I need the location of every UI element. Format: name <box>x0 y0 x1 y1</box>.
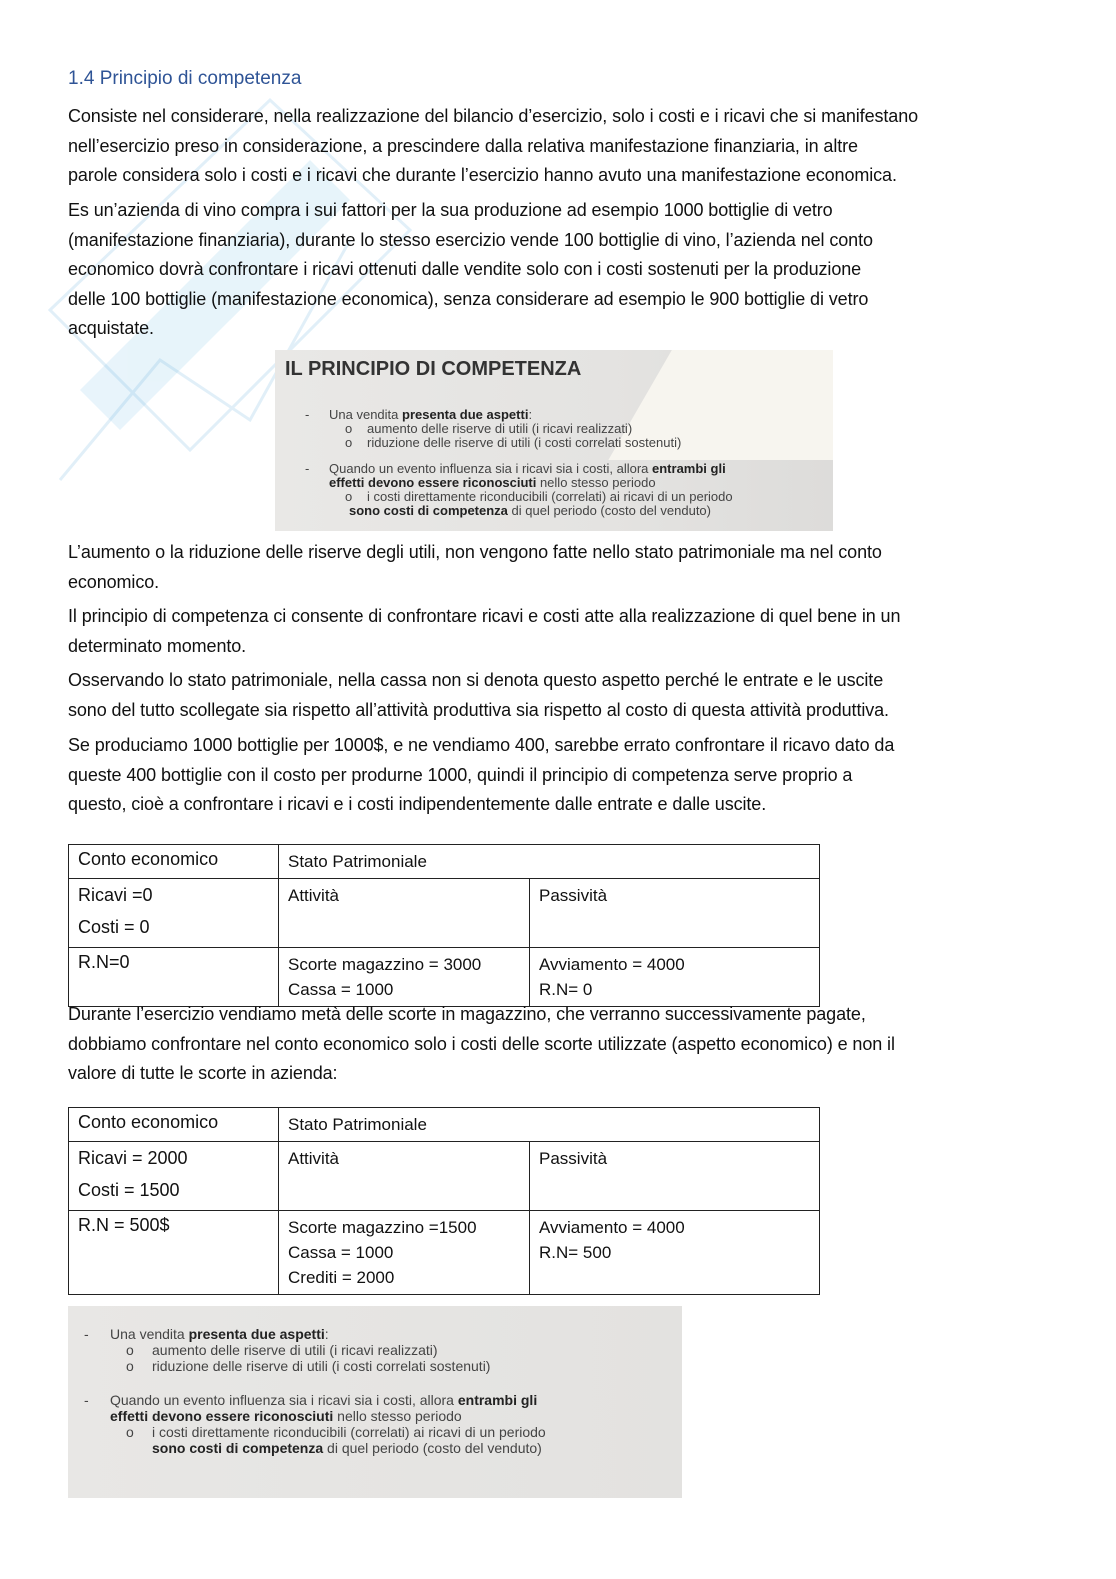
table-bilancio-finale <box>68 1107 820 1295</box>
bullet-item: - Quando un evento influenza sia i ricavi sia i costi, allora entrambi gli <box>84 1392 538 1408</box>
table-bilancio-iniziale <box>68 844 820 1007</box>
sub-bullet-cont: sono costi di competenza di quel periodo (costo del venduto) <box>349 503 711 518</box>
sub-bullet: o riduzione delle riserve di utili (i costi correlati sostenuti) <box>126 1358 491 1374</box>
cell-line: Avviamento = 4000 <box>539 955 685 974</box>
table-cell: R.N = 500$ <box>69 1211 279 1295</box>
table-cell: Conto economico <box>69 1108 279 1142</box>
paragraph-vendita-scorte <box>68 1000 895 1089</box>
table-cell: R.N=0 <box>69 948 279 1007</box>
paragraph-confronto <box>68 602 900 661</box>
sub-bullet: o riduzione delle riserve di utili (i costi correlati sostenuti) <box>345 435 682 450</box>
sub-bullet: o i costi direttamente riconducibili (correlati) ai ricavi di un periodo <box>345 489 733 504</box>
text-line: Il principio di competenza ci consente di confrontare ricavi e costi atte alla realizzazione di quel bene in un <box>68 606 901 626</box>
table-cell: Passività <box>530 1142 820 1211</box>
slide-bullets <box>84 1326 674 1456</box>
bullet-item: - Una vendita presenta due aspetti: <box>305 407 533 422</box>
table-cell: Conto economico <box>69 845 279 879</box>
slide-title: IL PRINCIPIO DI COMPETENZA <box>285 358 582 380</box>
cell-line: Cassa = 1000 <box>288 1243 394 1262</box>
text-line: Consiste nel considerare, nella realizzazione del bilancio d’esercizio, solo i costi e i ricavi che si manifestano <box>68 106 919 126</box>
sub-bullet: o aumento delle riserve di utili (i ricavi realizzati) <box>126 1342 438 1358</box>
text-line: determinato momento. <box>68 635 247 656</box>
table-row <box>69 879 820 948</box>
text-line: sono del tutto scollegate sia rispetto all’attività produttiva sia rispetto al costo di questa attività produttiva. <box>68 699 889 720</box>
cell-line: Crediti = 2000 <box>288 1268 395 1287</box>
table-cell <box>530 1211 820 1295</box>
table-cell: Stato Patrimoniale <box>279 845 820 879</box>
cell-line: Ricavi = 2000 <box>78 1148 188 1168</box>
paragraph-example <box>68 196 873 344</box>
text-line: nell’esercizio preso in considerazione, a prescindere dalla relativa manifestazione finanziaria, in altre <box>68 135 858 156</box>
table-cell <box>530 948 820 1007</box>
cell-line: Ricavi =0 <box>78 885 153 905</box>
text-line: valore di tutte le scorte in azienda: <box>68 1063 338 1083</box>
text-line: delle 100 bottiglie (manifestazione economica), senza considerare ad esempio le 900 bottiglie di vetro <box>68 288 869 309</box>
cell-line: Costi = 1500 <box>78 1180 180 1200</box>
bullet-item-cont: effetti devono essere riconosciuti nello stesso periodo <box>110 1408 462 1424</box>
cell-line: R.N= 0 <box>539 980 593 999</box>
cell-line: Scorte magazzino =1500 <box>288 1218 477 1237</box>
sub-bullet: o i costi direttamente riconducibili (correlati) ai ricavi di un periodo <box>126 1424 546 1440</box>
text-line: L’aumento o la riduzione delle riserve degli utili, non vengono fatte nello stato patrimoniale ma nel conto <box>68 542 882 562</box>
table-row <box>69 1142 820 1211</box>
paragraph-riserve <box>68 538 882 597</box>
table-cell: Attività <box>279 1142 530 1211</box>
bullet-item: - Quando un evento influenza sia i ricavi sia i costi, allora entrambi gli <box>305 461 726 476</box>
cell-line: Costi = 0 <box>78 917 150 937</box>
text-line: parole considera solo i costi e i ricavi che durante l’esercizio hanno avuto una manifestazione economica. <box>68 165 897 185</box>
table-row <box>69 1108 820 1142</box>
table-cell: Stato Patrimoniale <box>279 1108 820 1142</box>
table-row <box>69 845 820 879</box>
section-title: 1.4 Principio di competenza <box>68 68 302 89</box>
cell-line: Scorte magazzino = 3000 <box>288 955 482 974</box>
text-line: Osservando lo stato patrimoniale, nella cassa non si denota questo aspetto perché le entrate e le uscite <box>68 670 884 690</box>
slide-bullets <box>305 408 825 518</box>
text-line: Es un’azienda di vino compra i sui fattori per la sua produzione ad esempio 1000 bottiglie di vetro <box>68 200 833 220</box>
table-cell: Passività <box>530 879 820 948</box>
table-cell <box>279 1211 530 1295</box>
text-line: economico dovrà confrontare i ricavi ottenuti dalle vendite solo con i costi sostenuti per la produzione <box>68 259 862 279</box>
text-line: dobbiamo confrontare nel conto economico solo i costi delle scorte utilizzate (aspetto economico) e non il <box>68 1033 895 1054</box>
table-row <box>69 1211 820 1295</box>
text-line: queste 400 bottiglie con il costo per produrne 1000, quindi il principio di competenza serve proprio a <box>68 764 853 785</box>
paragraph-stato-patrimoniale <box>68 666 889 725</box>
bullet-item: - Una vendita presenta due aspetti: <box>84 1326 329 1342</box>
slide-image-bullets <box>68 1306 682 1498</box>
cell-line: R.N= 500 <box>539 1243 612 1262</box>
cell-line: Cassa = 1000 <box>288 980 394 999</box>
table-cell: Attività <box>279 879 530 948</box>
slide-image-principio <box>275 350 833 531</box>
text-line: acquistate. <box>68 318 154 338</box>
paragraph-definition <box>68 102 918 191</box>
text-line: Durante l’esercizio vendiamo metà delle scorte in magazzino, che verranno successivamente pagate, <box>68 1004 866 1024</box>
text-line: questo, cioè a confrontare i ricavi e i costi indipendentemente dalle entrate e dalle uscite. <box>68 794 767 814</box>
paragraph-bottiglie <box>68 731 894 820</box>
sub-bullet-cont: sono costi di competenza di quel periodo (costo del venduto) <box>152 1440 542 1456</box>
text-line: (manifestazione finanziaria), durante lo stesso esercizio vende 100 bottiglie di vino, l’azienda nel conto <box>68 229 873 250</box>
table-cell <box>69 879 279 948</box>
text-line: Se produciamo 1000 bottiglie per 1000$, e ne vendiamo 400, sarebbe errato confrontare il ricavo dato da <box>68 735 895 755</box>
sub-bullet: o aumento delle riserve di utili (i ricavi realizzati) <box>345 421 633 436</box>
table-cell <box>69 1142 279 1211</box>
cell-line: Avviamento = 4000 <box>539 1218 685 1237</box>
bullet-item-cont: effetti devono essere riconosciuti nello stesso periodo <box>329 475 656 490</box>
table-cell <box>279 948 530 1007</box>
table-row <box>69 948 820 1007</box>
text-line: economico. <box>68 571 160 592</box>
